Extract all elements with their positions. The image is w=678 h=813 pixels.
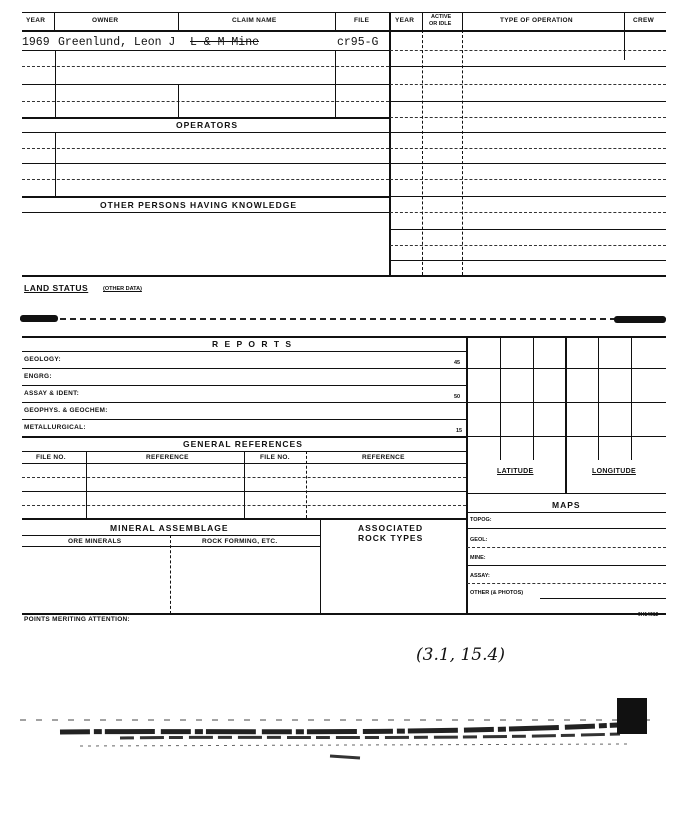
coord-grid-line: [500, 337, 501, 460]
maps-geol: GEOL:: [470, 537, 488, 543]
right-row-line: [390, 245, 666, 246]
maps-topog: TOPOG:: [470, 517, 492, 523]
genref-reference-2: REFERENCE: [362, 454, 405, 461]
noise-stroke: [80, 744, 630, 746]
owner-row-line: [22, 66, 389, 67]
owner-col-divider: [335, 50, 336, 117]
scan-tear-left: [20, 315, 58, 322]
right-row-line: [390, 229, 666, 230]
right-row-line: [390, 117, 666, 118]
coord-grid-row: [467, 402, 666, 403]
mineral-rock-forming: ROCK FORMING, ETC.: [202, 538, 278, 545]
record-claim-name: L & M Mine: [190, 36, 260, 49]
right-row-line: [390, 212, 666, 213]
section-mineral-assemblage: MINERAL ASSEMBLAGE: [110, 523, 229, 533]
owner-row-line: [22, 101, 389, 102]
right-row-line: [390, 132, 666, 133]
maps-row-line: [467, 583, 666, 584]
reports-right-divider: [466, 336, 468, 614]
rule-center-divider: [389, 12, 391, 275]
section-associated-rock-types-2: ROCK TYPES: [358, 533, 424, 543]
right-row-line: [390, 148, 666, 149]
mineral-col-divider: [170, 535, 171, 614]
genref-file-no-2: FILE NO.: [260, 454, 290, 461]
owner-col-divider: [55, 50, 56, 117]
section-operators: OPERATORS: [176, 120, 239, 130]
operators-col-divider: [55, 132, 56, 196]
rule-col-year-right: [422, 12, 423, 30]
maps-row-line: [540, 598, 666, 599]
right-row-line: [390, 66, 666, 67]
mineral-sub-header-line: [22, 546, 320, 547]
report-num-metallurgical: 15: [456, 428, 463, 434]
genref-col-divider: [86, 451, 87, 518]
rule-col-year: [54, 12, 55, 30]
section-general-references: GENERAL REFERENCES: [183, 439, 303, 449]
reports-row-line: [22, 419, 466, 420]
genref-bottom: [22, 518, 466, 520]
points-meriting-attention: POINTS MERITING ATTENTION:: [24, 616, 131, 623]
rule-header-bottom: [22, 30, 666, 32]
right-row-line: [390, 84, 666, 85]
record-file: cr95-G: [337, 36, 379, 49]
rule-col-owner: [178, 12, 179, 30]
section-land-status: LAND STATUS: [24, 283, 89, 293]
genref-col-divider: [244, 451, 245, 518]
reports-row-line: [22, 402, 466, 403]
maps-row-line: [467, 565, 666, 566]
header-year: YEAR: [26, 17, 46, 24]
coord-grid-row: [467, 368, 666, 369]
right-row-line: [390, 196, 666, 197]
mineral-assoc-divider: [320, 518, 321, 614]
rule-col-file: [335, 12, 336, 30]
noise-block: [617, 698, 647, 734]
record-year: 1969: [22, 36, 50, 49]
right-row-line: [390, 163, 666, 164]
report-geophys: GEOPHYS. & GEOCHEM:: [24, 407, 108, 414]
noise-stroke: [330, 756, 360, 758]
noise-stroke: [120, 734, 620, 738]
coord-grid-line: [631, 337, 632, 460]
genref-col-divider: [306, 451, 307, 518]
rule-col-active: [462, 12, 463, 30]
right-col-divider: [422, 30, 423, 275]
operators-row-line: [22, 179, 389, 180]
maps-assay: ASSAY:: [470, 573, 490, 579]
coord-grid-line: [598, 337, 599, 460]
report-num-geology: 45: [454, 360, 461, 366]
maps-row-line: [467, 528, 666, 529]
section-maps: MAPS: [552, 500, 581, 510]
report-engrg: ENGRG:: [24, 373, 52, 380]
reports-row-line: [22, 368, 466, 369]
genref-file-no-1: FILE NO.: [36, 454, 66, 461]
section-reports: R E P O R T S: [212, 339, 294, 349]
mineral-ore-minerals: ORE MINERALS: [68, 538, 122, 545]
header-year-right: YEAR: [395, 17, 415, 24]
section-associated-rock-types-1: ASSOCIATED: [358, 523, 424, 533]
coord-grid-divider: [565, 337, 567, 493]
owner-row-line: [22, 50, 389, 51]
right-row-line: [390, 260, 666, 261]
operators-section-bottom: [22, 196, 389, 198]
reports-header-line: [22, 351, 466, 352]
maps-mine: MINE:: [470, 555, 486, 561]
operators-row-line: [22, 148, 389, 149]
mineral-header-line: [22, 535, 320, 536]
header-active-line1: ACTIVE: [431, 14, 452, 20]
maps-other: OTHER (& PHOTOS): [470, 590, 524, 596]
header-file: FILE: [354, 17, 370, 24]
maps-header-line: [467, 512, 666, 513]
header-active-line2: OR IDLE: [429, 21, 452, 27]
header-claim-name: CLAIM NAME: [232, 17, 277, 24]
right-col-divider: [462, 30, 463, 275]
reports-top: [22, 336, 666, 338]
rule-col-crew: [624, 12, 625, 30]
header-owner: OWNER: [92, 17, 119, 24]
scan-tear-right: [614, 316, 666, 323]
right-col-divider: [624, 30, 625, 60]
coord-grid-row: [467, 436, 666, 437]
other-persons-header-line: [22, 212, 389, 213]
record-owner: Greenlund, Leon J: [58, 36, 176, 49]
coord-bottom-line: [467, 493, 666, 494]
header-type-of-operation: TYPE OF OPERATION: [500, 17, 573, 24]
form-number: 9H14612: [638, 612, 659, 618]
header-crew: CREW: [633, 17, 655, 24]
owner-row-line: [22, 84, 389, 85]
scan-noise-band: [0, 690, 678, 780]
owner-section-bottom: [22, 117, 389, 119]
handwritten-coordinates: (3.1, 15.4): [416, 645, 505, 665]
operators-row-line: [22, 163, 389, 164]
report-num-assay: 50: [454, 394, 461, 400]
genref-reference-1: REFERENCE: [146, 454, 189, 461]
top-table-bottom: [22, 275, 666, 277]
operators-header-line: [22, 132, 389, 133]
noise-stroke: [60, 724, 640, 732]
report-geology: GEOLOGY:: [24, 356, 61, 363]
right-row-line: [390, 101, 666, 102]
rule-top: [22, 12, 666, 13]
land-status-sub: (OTHER DATA): [103, 286, 142, 292]
report-assay: ASSAY & IDENT:: [24, 390, 80, 397]
lower-form-bottom: [22, 613, 666, 615]
coord-grid-line: [533, 337, 534, 460]
label-longitude: LONGITUDE: [592, 468, 636, 475]
maps-row-line: [467, 547, 666, 548]
section-other-persons: OTHER PERSONS HAVING KNOWLEDGE: [100, 200, 298, 210]
scan-tear-line: [20, 318, 666, 324]
reports-bottom: [22, 436, 466, 438]
owner-col-divider: [178, 84, 179, 117]
reports-row-line: [22, 385, 466, 386]
right-row-line: [390, 179, 666, 180]
label-latitude: LATITUDE: [497, 468, 534, 475]
report-metallurgical: METALLURGICAL:: [24, 424, 86, 431]
